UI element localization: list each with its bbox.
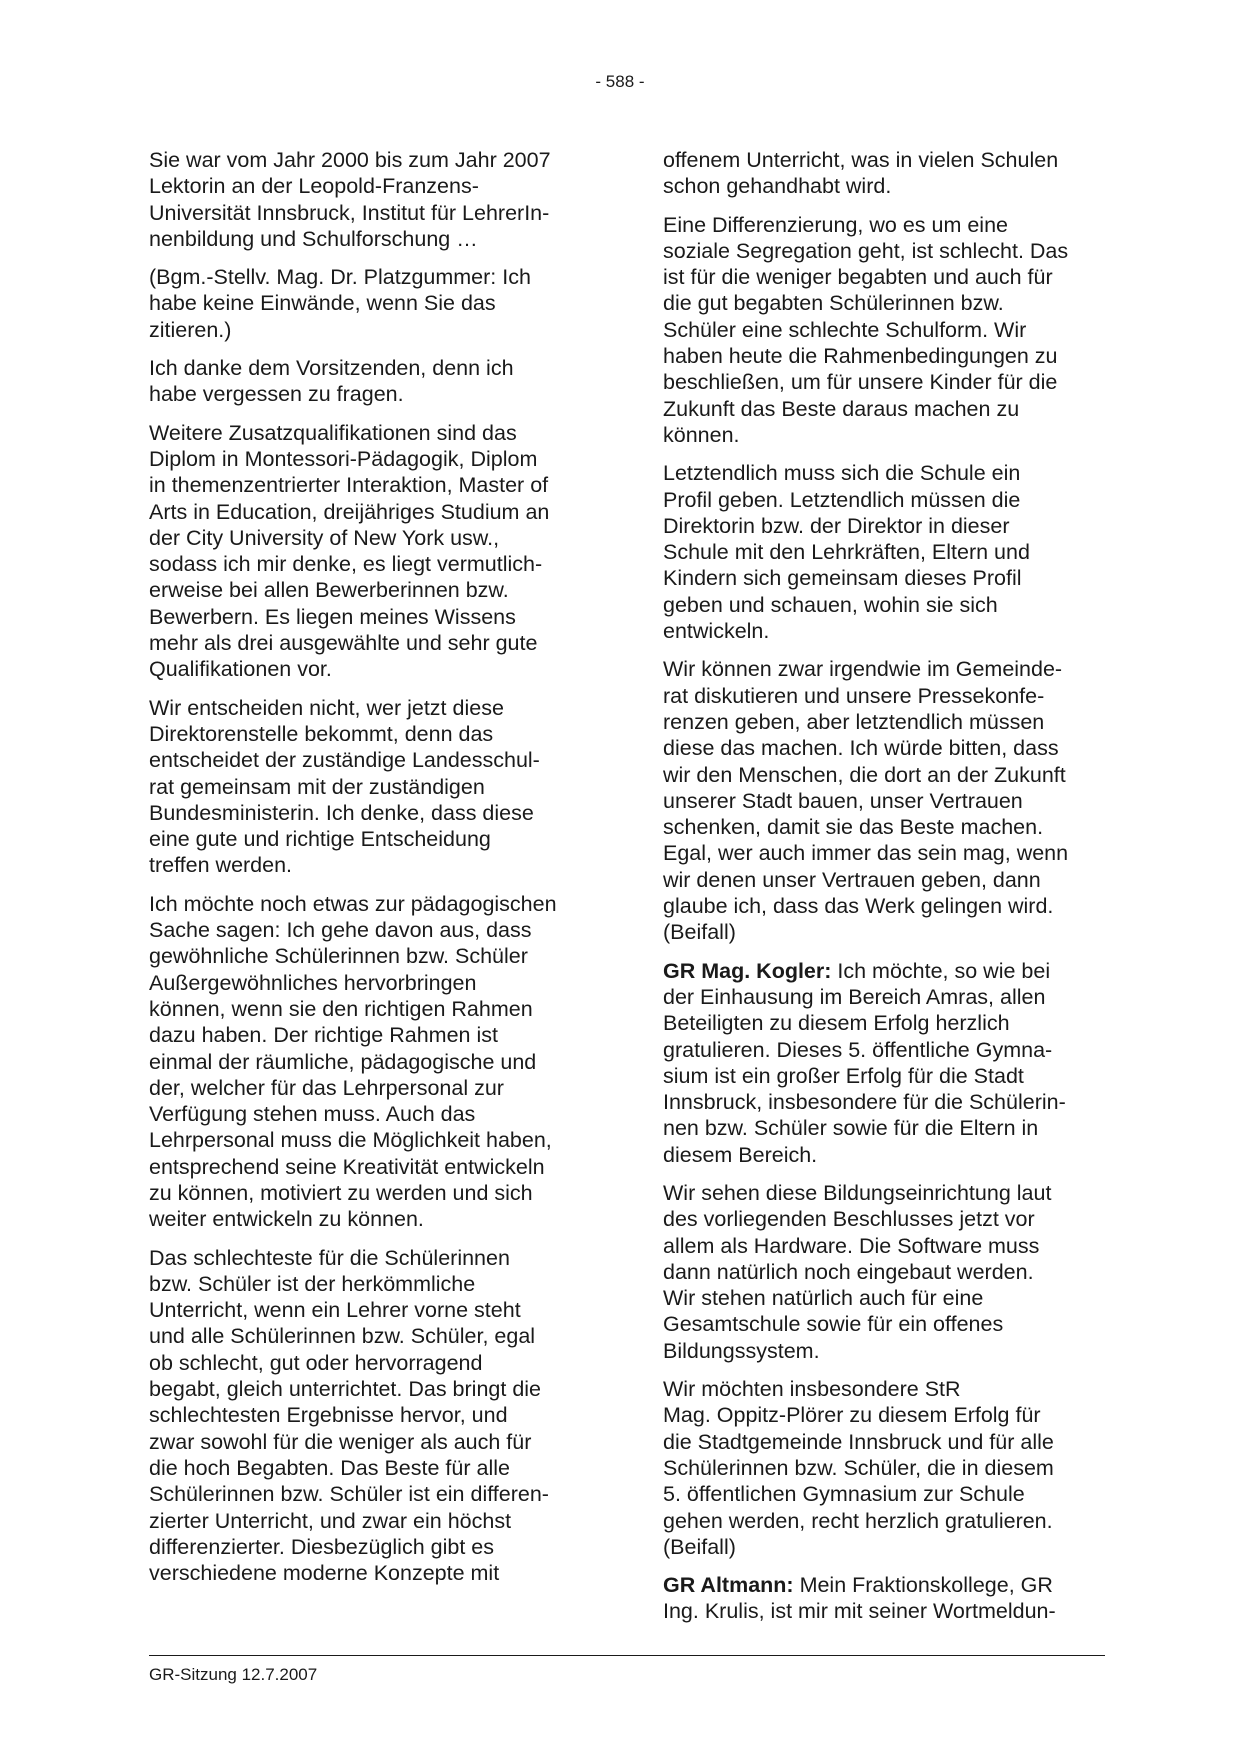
text-line [149,1508,591,1534]
paragraph [663,1572,1105,1625]
text-line [663,539,1105,565]
text-line [149,1455,591,1481]
line-text: nen bzw. Schüler sowie für die Eltern in [663,1116,1039,1141]
line-text: ob schlecht, gut oder hervorragend [149,1350,483,1375]
line-text: allem als Hardware. Die Software muss [663,1233,1040,1258]
line-text: Zukunft das Beste daraus machen zu [663,396,1020,421]
line-text: offenem Unterricht, was in vielen Schulen [663,148,1059,172]
line-text: nenbildung und Schulforschung … [149,226,478,251]
text-line [149,290,591,316]
text-line [149,264,591,290]
paragraph [663,958,1105,1168]
text-line [149,891,591,917]
line-text: Eine Differenzierung, wo es um eine [663,212,1008,237]
text-line [149,695,591,721]
line-text: bzw. Schüler ist der herkömmliche [149,1271,476,1296]
text-line [149,1101,591,1127]
text-line [663,867,1105,893]
text-line [663,1481,1105,1507]
line-text: Unterricht, wenn ein Lehrer vorne steht [149,1298,521,1323]
paragraph [149,420,591,683]
text-line [663,762,1105,788]
line-text: schenken, damit sie das Beste machen. [663,815,1044,840]
line-text: soziale Segregation geht, ist schlecht. Das [663,238,1069,263]
text-line [149,917,591,943]
line-text: gehen werden, recht herzlich gratulieren. [663,1508,1053,1533]
line-text: Gesamtschule sowie für ein offenes [663,1312,1004,1337]
text-line [663,1180,1105,1206]
line-text: diesem Bereich. [663,1142,818,1167]
line-text: Universität Innsbruck, Institut für LehrerIn- [149,200,550,225]
line-text: beschließen, um für unsere Kinder für die [663,370,1058,395]
line-text: wir denen unser Vertrauen geben, dann [663,867,1041,892]
line-text: diese das machen. Ich würde bitten, dass [663,736,1059,761]
line-text: rat gemeinsam mit der zuständigen [149,774,485,799]
text-line [149,1560,591,1586]
text-line [663,1063,1105,1089]
line-text: begabt, gleich unterrichtet. Das bringt die [149,1377,542,1402]
text-line [149,499,591,525]
line-text: die hoch Begabten. Das Beste für alle [149,1455,510,1480]
text-line [149,1022,591,1048]
text-line [663,147,1105,173]
text-line [663,1534,1105,1560]
line-text: zwar sowohl für die weniger als auch für [149,1429,532,1454]
line-text: der City University of New York usw., [149,525,500,550]
paragraph [149,147,591,252]
line-text: des vorliegenden Beschlusses jetzt vor [663,1207,1035,1232]
line-text: einmal der räumliche, pädagogische und [149,1049,537,1074]
text-line [149,551,591,577]
text-line [149,1245,591,1271]
text-line [149,1206,591,1232]
text-line [663,369,1105,395]
paragraph [149,264,591,343]
line-text: entscheidet der zuständige Landesschul- [149,748,540,773]
text-line [663,735,1105,761]
line-text: Wir sehen diese Bildungseinrichtung laut [663,1180,1052,1205]
text-line [663,1233,1105,1259]
text-line [663,317,1105,343]
text-line [663,618,1105,644]
text-line [149,317,591,343]
text-line [663,1429,1105,1455]
text-line [663,212,1105,238]
text-line [663,592,1105,618]
line-text: der, welcher für das Lehrpersonal zur [149,1075,504,1100]
line-text: Bundesministerin. Ich denke, dass diese [149,800,534,825]
paragraph [663,1180,1105,1364]
line-text: können. [663,422,740,447]
line-text: sium ist ein großer Erfolg für die Stadt [663,1063,1024,1088]
text-line [149,1429,591,1455]
line-text: Ich danke dem Vorsitzenden, denn ich [149,356,514,381]
text-line [663,487,1105,513]
text-line [663,1037,1105,1063]
text-line [663,814,1105,840]
paragraph [149,355,591,408]
text-line [663,1376,1105,1402]
line-text: mehr als drei ausgewählte und sehr gute [149,631,538,656]
line-text: haben heute die Rahmenbedingungen zu [663,344,1058,369]
page-number: - 588 - [595,72,645,91]
line-text: 5. öffentlichen Gymnasium zur Schule [663,1482,1025,1507]
text-line [149,525,591,551]
text-line [663,1572,1105,1598]
text-line [149,1297,591,1323]
line-text: Bildungssystem. [663,1338,820,1363]
text-line [149,1481,591,1507]
line-text: Bewerbern. Es liegen meines Wissens [149,604,516,629]
line-text: Ing. Krulis, ist mir mit seiner Wortmeldun- [663,1599,1056,1624]
text-line [149,1154,591,1180]
line-text: Innsbruck, insbesondere für die Schülerin- [663,1090,1066,1115]
line-text: Schülerinnen bzw. Schüler ist ein differen- [149,1482,549,1507]
line-text: der Einhausung im Bereich Amras, allen [663,984,1046,1009]
text-line [149,630,591,656]
line-text: geben und schauen, wohin sie sich [663,592,998,617]
line-text: Lehrpersonal muss die Möglichkeit haben, [149,1128,552,1153]
line-text: Wir stehen natürlich auch für eine [663,1286,984,1311]
text-line [663,513,1105,539]
right-column [663,147,1105,1637]
text-line [663,460,1105,486]
text-line [149,826,591,852]
text-line [663,396,1105,422]
text-line [149,472,591,498]
text-line [663,656,1105,682]
footer-divider [149,1655,1105,1656]
text-line [663,1010,1105,1036]
line-text: Lektorin an der Leopold-Franzens- [149,174,479,199]
line-text: weiter entwickeln zu können. [149,1207,424,1232]
line-text: Beteiligten zu diesem Erfolg herzlich [663,1011,1010,1036]
line-text: (Beifall) [663,1534,736,1559]
paragraph [663,1376,1105,1560]
line-text: gratulieren. Dieses 5. öffentliche Gymna- [663,1037,1053,1062]
paragraph [149,695,591,879]
text-line [663,1285,1105,1311]
line-text: Egal, wer auch immer das sein mag, wenn [663,841,1069,866]
text-line [663,1311,1105,1337]
line-text: die Stadtgemeinde Innsbruck und für alle [663,1429,1054,1454]
line-text: entwickeln. [663,619,770,644]
text-line [663,173,1105,199]
text-line [149,852,591,878]
line-text: Weitere Zusatzqualifikationen sind das [149,420,517,445]
text-line [149,1049,591,1075]
line-text: entsprechend seine Kreativität entwickeln [149,1154,545,1179]
text-line [663,683,1105,709]
line-text: treffen werden. [149,853,293,878]
line-text: Arts in Education, dreijähriges Studium an [149,499,550,524]
text-line [149,381,591,407]
line-text: Profil geben. Letztendlich müssen die [663,487,1021,512]
text-line [663,958,1105,984]
text-line [663,1089,1105,1115]
text-line [149,1271,591,1297]
line-text: Verfügung stehen muss. Auch das [149,1102,476,1127]
text-line [149,970,591,996]
text-line [149,1127,591,1153]
text-line [149,147,591,173]
text-line [149,355,591,381]
text-line [663,1402,1105,1428]
line-text: Außergewöhnliches hervorbringen [149,970,477,995]
text-line [149,173,591,199]
text-line [663,1259,1105,1285]
line-text: erweise bei allen Bewerberinnen bzw. [149,578,509,603]
line-text: verschiedene moderne Konzepte mit [149,1561,500,1586]
speaker-name: GR Mag. Kogler: [663,958,832,983]
text-line [663,709,1105,735]
line-text: gewöhnliche Schülerinnen bzw. Schüler [149,944,528,969]
line-text: unserer Stadt bauen, unser Vertrauen [663,788,1023,813]
line-text: ist für die weniger begabten und auch für [663,265,1053,290]
line-text: rat diskutieren und unsere Pressekonfe- [663,683,1045,708]
text-line [663,1206,1105,1232]
text-line [663,840,1105,866]
line-text: in themenzentrierter Interaktion, Master of [149,473,549,498]
paragraph [663,460,1105,644]
line-text: differenzierter. Diesbezüglich gibt es [149,1534,494,1559]
text-line [663,984,1105,1010]
line-text: dann natürlich noch eingebaut werden. [663,1259,1034,1284]
text-line [149,1075,591,1101]
line-text: zierter Unterricht, und zwar ein höchst [149,1508,512,1533]
paragraph [663,212,1105,449]
line-text: habe keine Einwände, wenn Sie das [149,291,496,316]
text-line [149,656,591,682]
line-text: (Beifall) [663,920,736,945]
line-text: Direktorenstelle bekommt, denn das [149,721,494,746]
line-text: Direktorin bzw. der Direktor in dieser [663,513,1010,538]
text-line [149,1323,591,1349]
line-text: Schule mit den Lehrkräften, Eltern und [663,540,1030,565]
line-text: können, wenn sie den richtigen Rahmen [149,996,533,1021]
text-line [663,1598,1105,1624]
text-line [663,919,1105,945]
line-text: glaube ich, dass das Werk gelingen wird. [663,894,1054,919]
line-text: Mein Fraktionskollege, GR [793,1573,1053,1598]
line-text: wir den Menschen, die dort an der Zukunft [663,762,1066,787]
line-text: Wir können zwar irgendwie im Gemeinde- [663,657,1063,682]
line-text: zitieren.) [149,317,232,342]
text-line [149,1402,591,1428]
line-text: schlechtesten Ergebnisse hervor, und [149,1403,508,1428]
left-column [149,147,591,1598]
text-line [663,1508,1105,1534]
line-text: sodass ich mir denke, es liegt vermutlich- [149,552,543,577]
text-line [149,1534,591,1560]
text-line [149,420,591,446]
paragraph [149,1245,591,1587]
text-line [149,577,591,603]
text-line [663,343,1105,369]
line-text: Sie war vom Jahr 2000 bis zum Jahr 2007 [149,148,551,172]
line-text: die gut begabten Schülerinnen bzw. [663,291,1004,316]
text-line [149,1350,591,1376]
text-line [663,238,1105,264]
line-text: (Bgm.-Stellv. Mag. Dr. Platzgummer: Ich [149,265,531,290]
footer-session-date: GR-Sitzung 12.7.2007 [149,1665,318,1684]
text-line [149,200,591,226]
speaker-name: GR Altmann: [663,1573,794,1598]
text-line [149,1180,591,1206]
line-text: Das schlechteste für die Schülerinnen [149,1245,510,1270]
line-text: Wir möchten insbesondere StR [663,1377,961,1402]
text-line [149,446,591,472]
text-line [663,290,1105,316]
text-line [149,721,591,747]
line-text: eine gute und richtige Entscheidung [149,827,491,852]
line-text: Ich möchte noch etwas zur pädagogischen [149,891,557,916]
line-text: Wir entscheiden nicht, wer jetzt diese [149,695,504,720]
text-line [149,800,591,826]
line-text: Schülerinnen bzw. Schüler, die in diesem [663,1455,1054,1480]
text-line [149,996,591,1022]
line-text: und alle Schülerinnen bzw. Schüler, egal [149,1324,536,1349]
text-line [663,1338,1105,1364]
text-line [149,604,591,630]
line-text: Letztendlich muss sich die Schule ein [663,461,1021,486]
text-line [149,747,591,773]
line-text: Kindern sich gemeinsam dieses Profil [663,566,1022,591]
text-line [663,1455,1105,1481]
text-line [149,774,591,800]
paragraph [663,656,1105,945]
line-text: schon gehandhabt wird. [663,174,892,199]
line-text: Diplom in Montessori-Pädagogik, Diplom [149,446,538,471]
text-line [663,422,1105,448]
text-line [663,1115,1105,1141]
line-text: renzen geben, aber letztendlich müssen [663,709,1045,734]
line-text: Mag. Oppitz-Plörer zu diesem Erfolg für [663,1403,1041,1428]
text-line [663,565,1105,591]
paragraph [663,147,1105,200]
line-text: Ich möchte, so wie bei [831,958,1051,983]
line-text: dazu haben. Der richtige Rahmen ist [149,1023,498,1048]
text-line [663,788,1105,814]
line-text: habe vergessen zu fragen. [149,382,404,407]
text-line [663,264,1105,290]
line-text: Sache sagen: Ich gehe davon aus, dass [149,918,532,943]
text-line [663,893,1105,919]
text-line [149,226,591,252]
text-line [663,1142,1105,1168]
text-line [149,1376,591,1402]
line-text: zu können, motiviert zu werden und sich [149,1180,533,1205]
line-text: Schüler eine schlechte Schulform. Wir [663,317,1027,342]
text-line [149,943,591,969]
paragraph [149,891,591,1233]
line-text: Qualifikationen vor. [149,657,332,682]
